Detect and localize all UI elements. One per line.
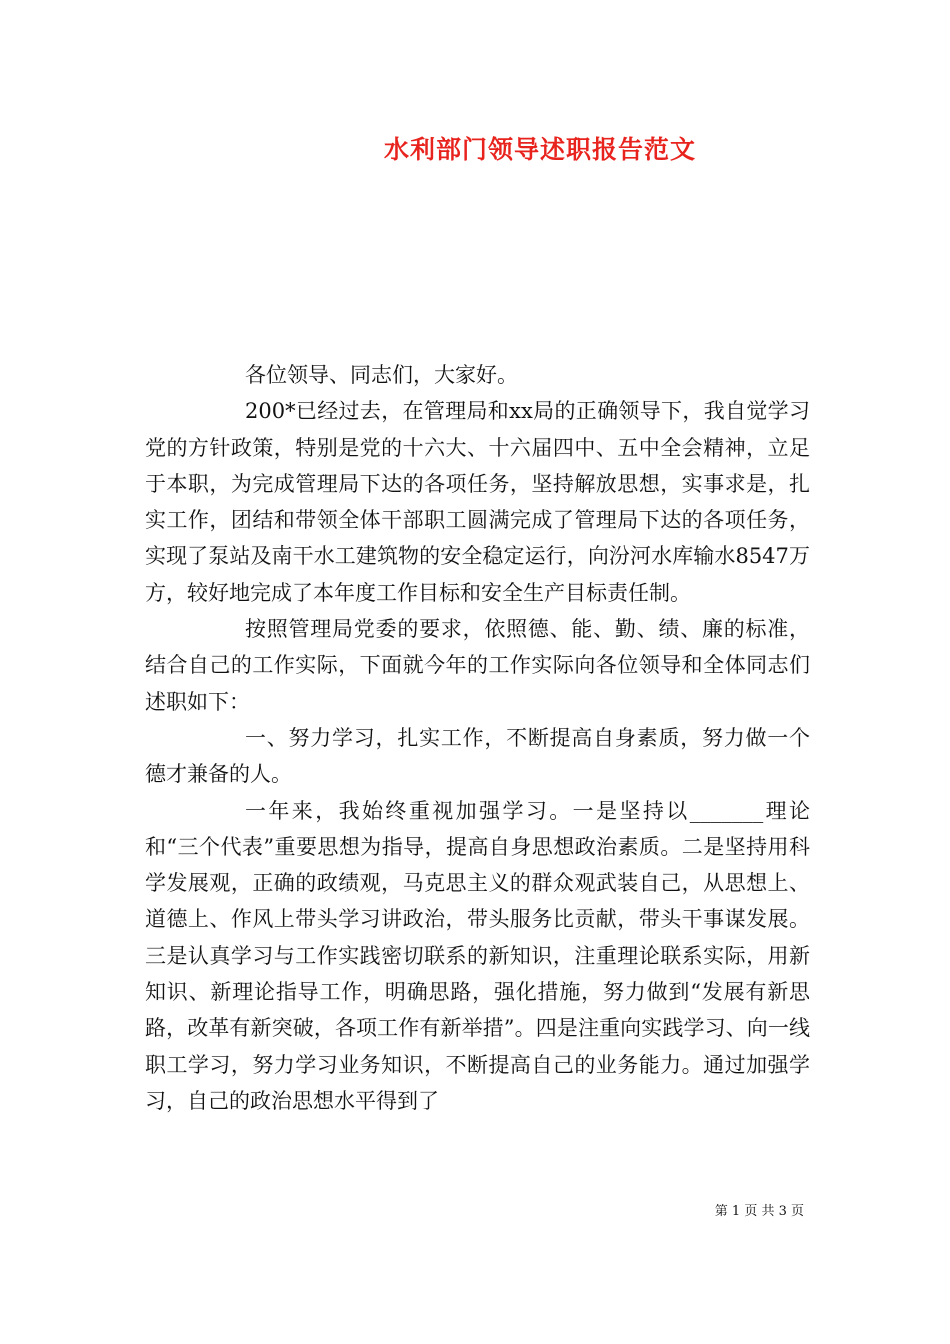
- document-body: [145, 357, 810, 1119]
- paragraph-section-heading: 一、努力学习，扎实工作，不断提高自身素质，努力做一个德才兼备的人。: [145, 725, 810, 787]
- paragraph-greeting: 各位领导、同志们，大家好。: [245, 363, 518, 387]
- paragraph-intro: 按照管理局党委的要求，依照德、能、勤、绩、廉的标准，结合自己的工作实际，下面就今年的工作实际向各位领导和全体同志们述职如下：: [145, 617, 810, 714]
- page-number: 第 1 页 共 3 页: [714, 1204, 804, 1219]
- paragraph-summary: 200*已经过去，在管理局和xx局的正确领导下，我自觉学习党的方针政策，特别是党的十六大、十六届四中、五中全会精神，立足于本职，为完成管理局下达的各项任务，坚持解放思想，实事求是，扎实工作，团结和带领全体干部职工圆满完成了管理局下达的各项任务，实现了泵站及南干水工建筑物的安全稳定运行，向汾河水库输水8547万方，较好地完成了本年度工作目标和安全生产目标责任制。: [145, 399, 810, 605]
- document-title: 水利部门领导述职报告范文: [383, 135, 696, 164]
- paragraph-study: 一年来，我始终重视加强学习。一是坚持以_______理论和“三个代表”重要思想为指导，提高自身思想政治素质。二是坚持用科学发展观，正确的政绩观，马克思主义的群众观武装自己，从思想上、道德上、作风上带头学习讲政治，带头服务比贡献，带头干事谋发展。三是认真学习与工作实践密切联系的新知识，注重理论联系实际，用新知识、新理论指导工作，明确思路，强化措施，努力做到“发展有新思路，改革有新突破，各项工作有新举措”。四是注重向实践学习、向一线职工学习，努力学习业务知识，不断提高自己的业务能力。通过加强学习，自己的政治思想水平得到了: [145, 798, 810, 1113]
